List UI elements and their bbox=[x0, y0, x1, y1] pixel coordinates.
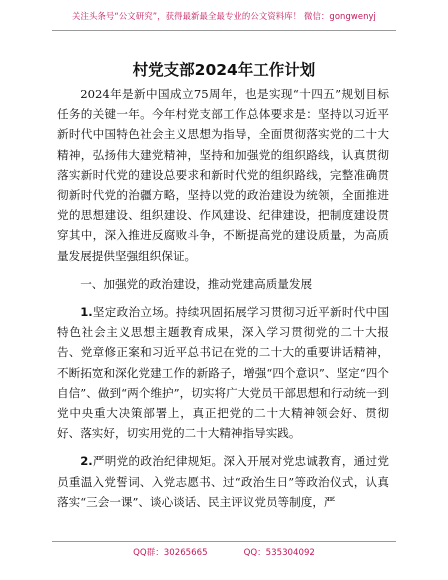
intro-paragraph: 2024年是新中国成立75周年，也是实现“十四五”规划目标任务的关键一年。今年村党支部工作总体要求是：坚持以习近平新时代中国特色社会主义思想为指导，全面贯彻落实党的二十大精神，弘扬伟大建党精神，坚持和加强党的组织路线，认真贯彻落实新时代党的建设总要求和新时代党的组织路线，完整准确贯彻新时代党的治疆方略，坚持以党的政治建设为统领，全面推进党的思想建设、组织建设、作风建设、纪律建设，把制度建设贯穿其中，深入推进反腐败斗争，不断提高党的建设质量，为高质量发展提供坚强组织保证。 bbox=[57, 87, 389, 263]
item-2-paragraph bbox=[57, 451, 389, 512]
footer-contact bbox=[0, 546, 448, 558]
header-notice: 关注头条号“公文研究”，获得最新最全最专业的公文资料库！ 微信：gongwenyj bbox=[72, 11, 376, 21]
item-2-number: 2. bbox=[80, 454, 93, 469]
item-2-lead: 严明党的政治纪律规矩。 bbox=[92, 454, 224, 469]
footer-divider bbox=[52, 541, 396, 542]
item-1-number: 1. bbox=[80, 305, 93, 320]
document-title: 村党支部2024年工作计划 bbox=[132, 61, 316, 79]
item-1-lead: 坚定政治立场。 bbox=[92, 305, 176, 320]
footer-qq: QQ：535304092 bbox=[243, 548, 315, 558]
header-divider bbox=[52, 30, 396, 31]
document-body bbox=[57, 84, 389, 512]
section-heading-1: 一、加强党的政治建设，推动党建高质量发展 bbox=[80, 276, 313, 291]
item-2-text: 深入开展对党忠诚教育，通过党员重温入党誓词、入党志愿书、过“政治生日”等政治仪式，认真落实“三会一课”、谈心谈话、民主评议党员等制度，严 bbox=[57, 454, 389, 509]
item-1-paragraph bbox=[57, 302, 389, 443]
footer-qq-group: QQ群：30265665 bbox=[133, 548, 208, 558]
item-1-text: 持续巩固拓展学习贯彻习近平新时代中国特色社会主义思想主题教育成果，深入学习贯彻党的二十大报告、党章修正案和习近平总书记在党的二十大的重要讲话精神，不断拓宽和深化党建工作的新路子，增强“四个意识”、坚定“四个自信”、做到“两个维护”，切实将广大党员干部思想和行动统一到党中央重大决策部署上，真正把党的二十大精神领会好、贯彻好、落实好，切实用党的二十大精神指导实践。 bbox=[57, 305, 389, 441]
